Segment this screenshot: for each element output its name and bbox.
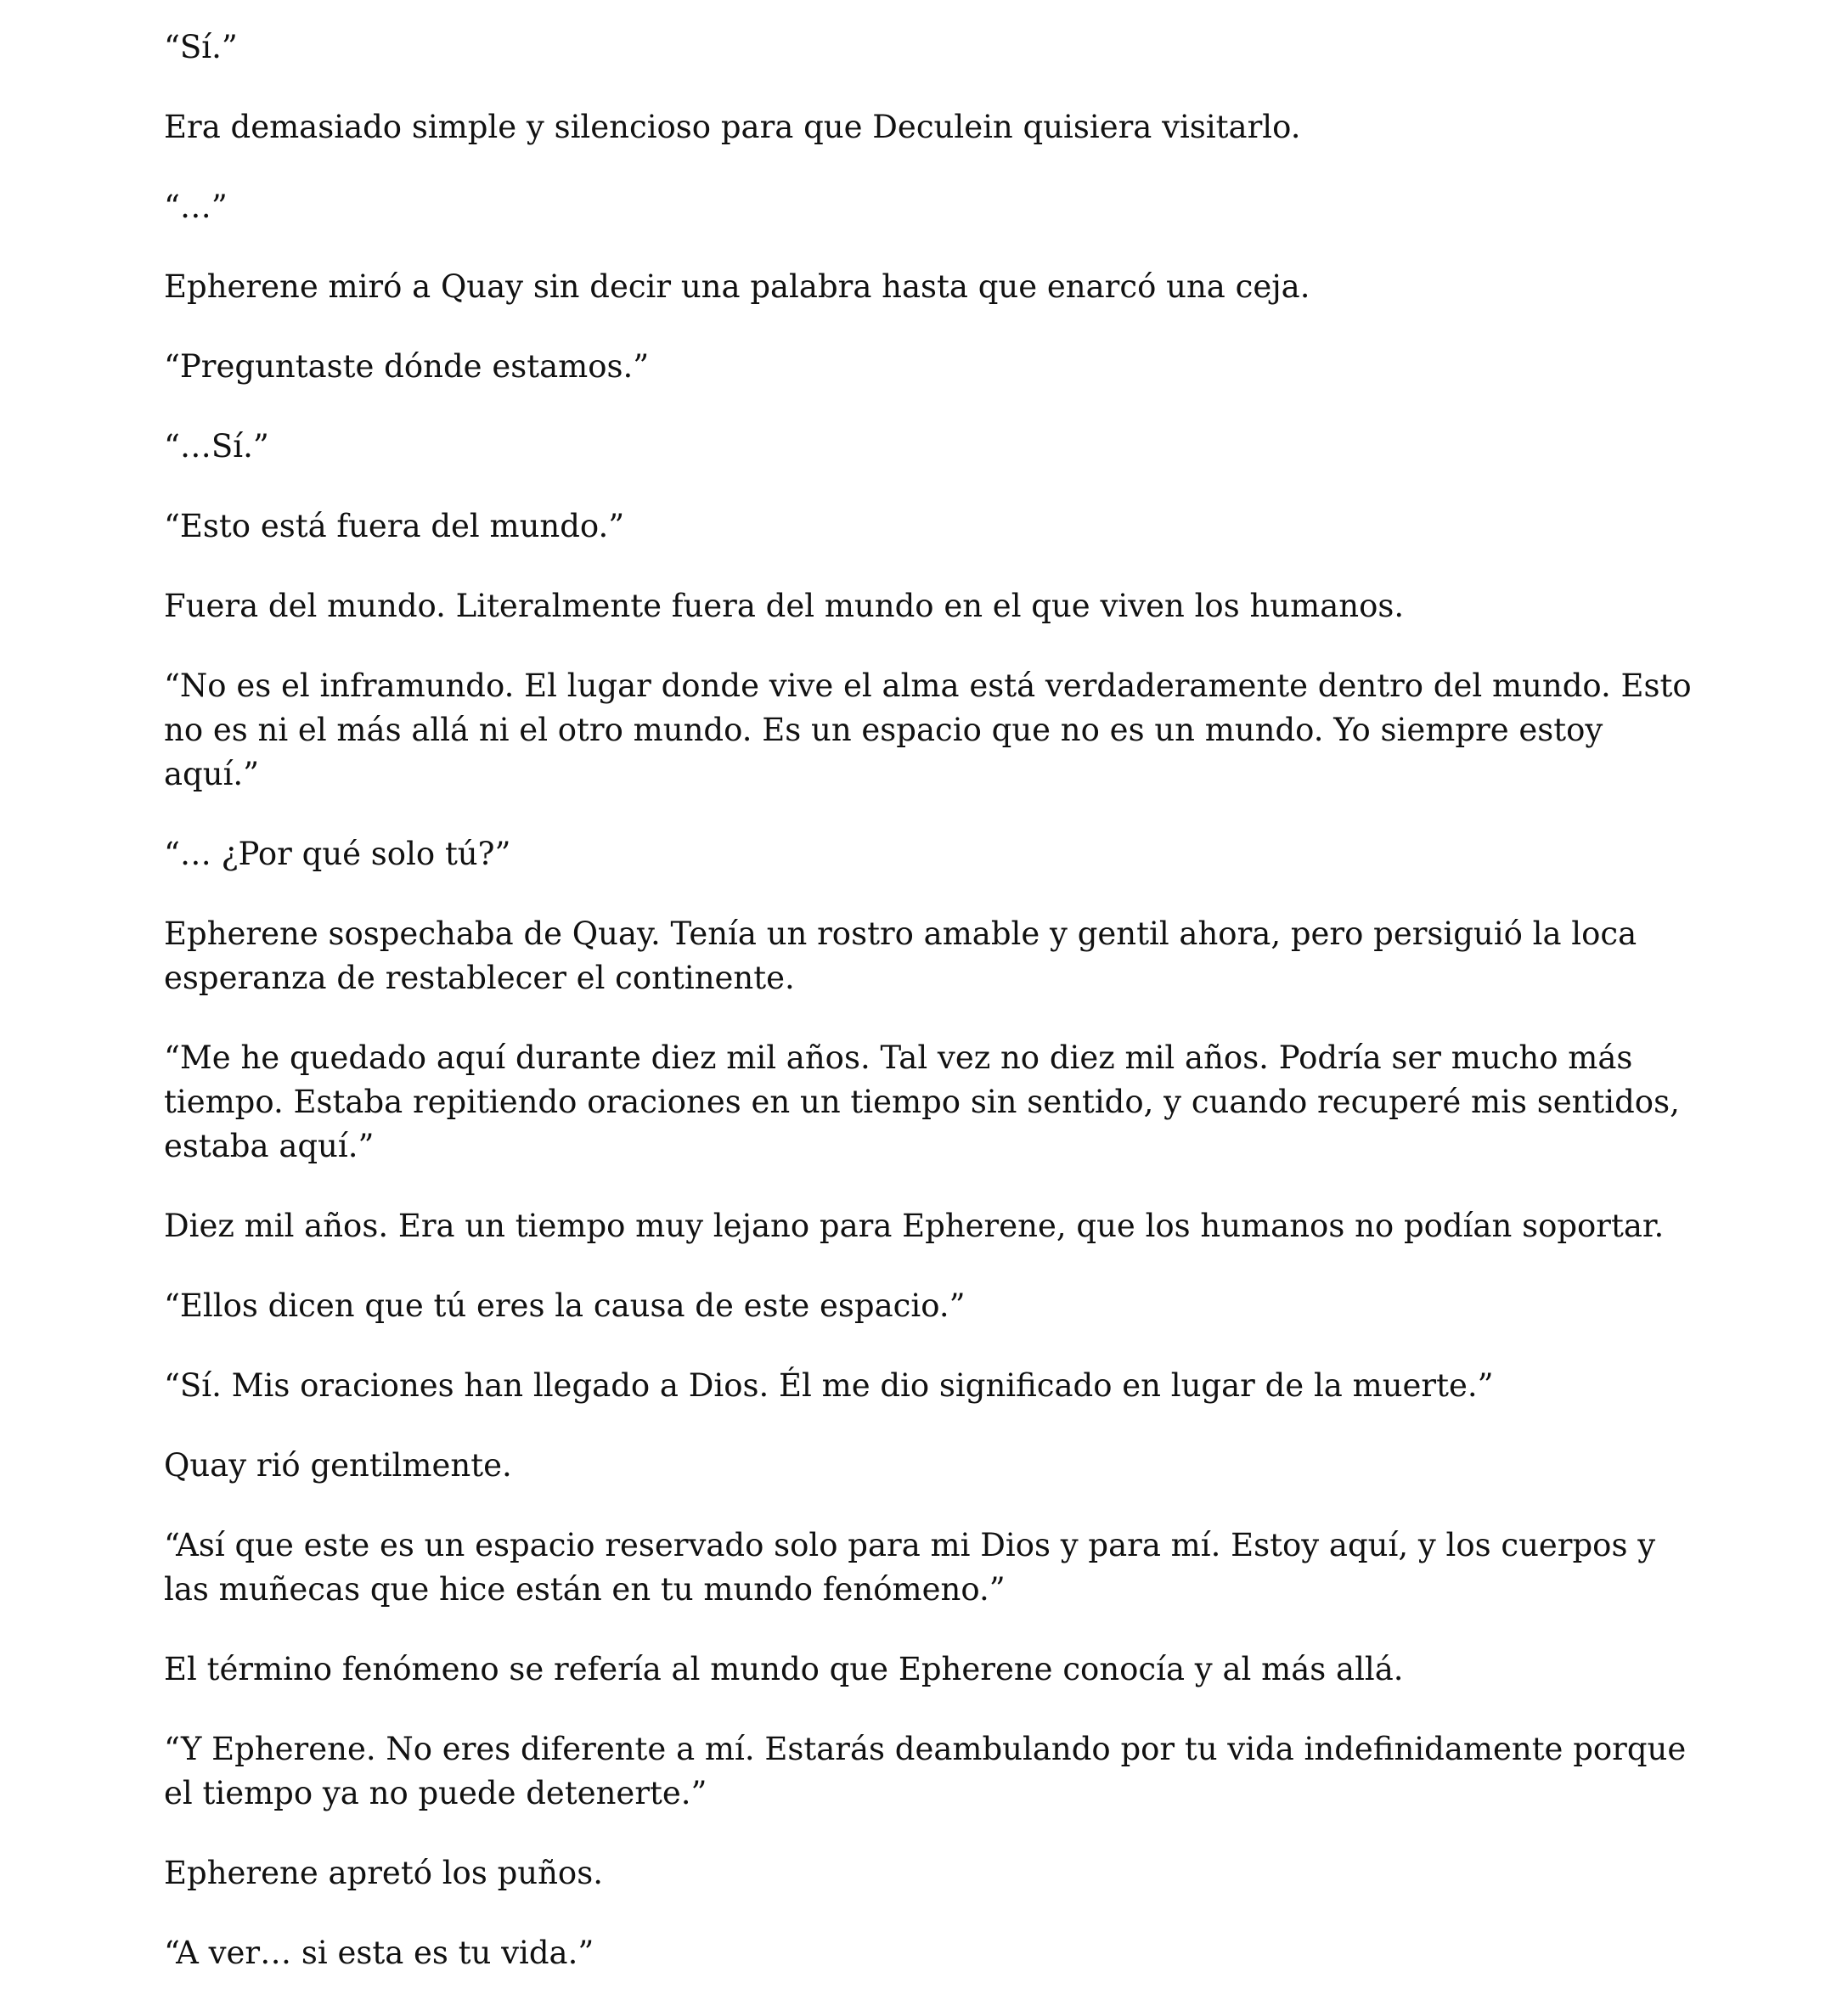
paragraph: Epherene apretó los puños.	[164, 1855, 603, 1891]
paragraph: Fuera del mundo. Literalmente fuera del mundo en el que viven los humanos.	[164, 588, 1405, 624]
paragraph: “Así que este es un espacio reservado solo para mi Dios y para mí. Estoy aquí, y los cuerpos y las muñecas que hice están en tu mundo fenómeno.”	[164, 1527, 1656, 1608]
paragraph: “A ver… si esta es tu vida.”	[164, 1935, 594, 1971]
paragraph: “Ellos dicen que tú eres la causa de este espacio.”	[164, 1287, 966, 1324]
paragraph: “Sí.”	[164, 29, 238, 65]
paragraph: “…Sí.”	[164, 428, 269, 465]
paragraph: “… ¿Por qué solo tú?”	[164, 836, 511, 872]
paragraph: El término fenómeno se refería al mundo que Epherene conocía y al más allá.	[164, 1651, 1404, 1687]
paragraph: Epherene miró a Quay sin decir una palabra hasta que enarcó una ceja.	[164, 268, 1310, 305]
paragraph: Era demasiado simple y silencioso para que Deculein quisiera visitarlo.	[164, 109, 1301, 145]
paragraph: Epherene sospechaba de Quay. Tenía un rostro amable y gentil ahora, pero persiguió la loca esperanza de restablecer el continente.	[164, 915, 1637, 996]
paragraph: “No es el inframundo. El lugar donde vive el alma está verdaderamente dentro del mundo. Esto no es ni el más allá ni el otro mundo. Es un espacio que no es un mundo. Yo siempre estoy aquí.”	[164, 668, 1692, 792]
paragraph: “Preguntaste dónde estamos.”	[164, 348, 650, 385]
paragraph: “Y Epherene. No eres diferente a mí. Estarás deambulando por tu vida indefinidamente porque el tiempo ya no puede detenerte.”	[164, 1731, 1687, 1811]
paragraph: Quay rió gentilmente.	[164, 1447, 512, 1484]
paragraph: Diez mil años. Era un tiempo muy lejano para Epherene, que los humanos no podían soportar.	[164, 1208, 1665, 1244]
paragraph: “Me he quedado aquí durante diez mil años. Tal vez no diez mil años. Podría ser mucho más tiempo. Estaba repitiendo oraciones en un tiempo sin sentido, y cuando recuperé mis sentidos, estaba aquí.”	[164, 1039, 1680, 1164]
paragraph: “Esto está fuera del mundo.”	[164, 508, 625, 544]
paragraph: “Sí. Mis oraciones han llegado a Dios. Él me dio significado en lugar de la muerte.”	[164, 1367, 1494, 1404]
document-page	[164, 25, 1693, 2011]
paragraph: “…”	[164, 189, 228, 225]
